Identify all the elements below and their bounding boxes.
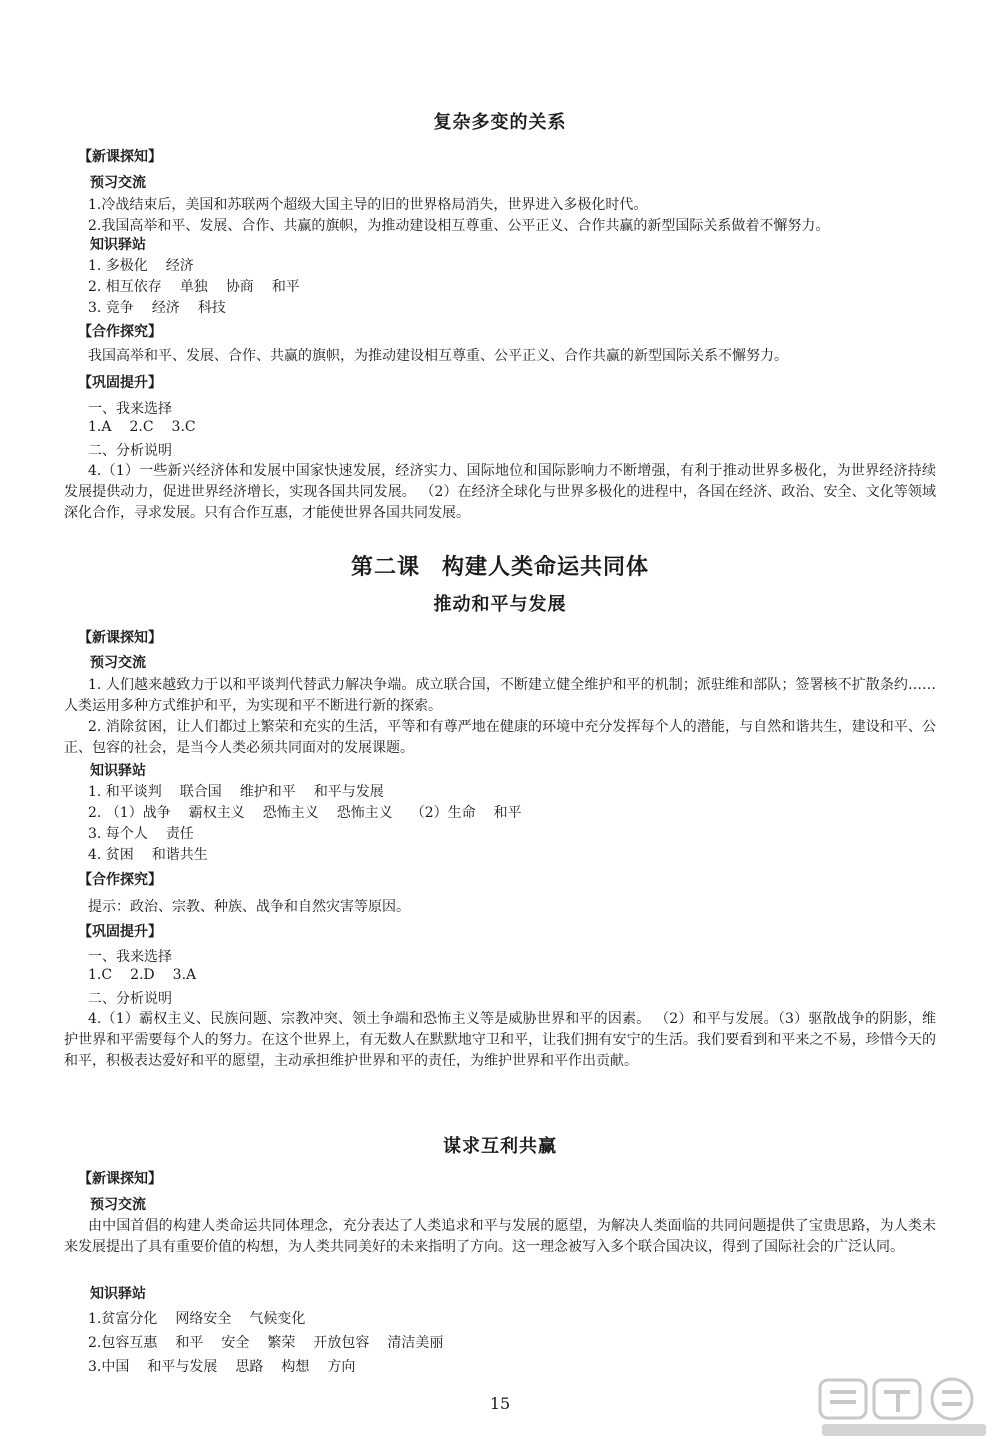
subheading-knowledge: 知识驿站 [90, 1286, 146, 1302]
knowledge-line-3: 3. 竞争 经济 科技 [88, 300, 226, 316]
watermark-logo [814, 1376, 992, 1440]
analysis-heading: 二、分析说明 [88, 991, 172, 1007]
heading-new-lesson: 【新课探知】 [78, 149, 162, 165]
knowledge-line-1: 1. 和平谈判 联合国 维护和平 和平与发展 [88, 784, 384, 800]
section-title-mutual-benefit: 谋求互利共赢 [443, 1136, 557, 1157]
heading-new-lesson: 【新课探知】 [78, 1171, 162, 1187]
choice-heading: 一、我来选择 [88, 401, 172, 417]
choice-answers: 1.C 2.D 3.A [88, 967, 197, 983]
heading-new-lesson: 【新课探知】 [78, 630, 162, 646]
subheading-knowledge: 知识驿站 [90, 237, 146, 253]
subheading-knowledge: 知识驿站 [90, 763, 146, 779]
knowledge-line-2: 2.包容互惠 和平 安全 繁荣 开放包容 清洁美丽 [88, 1335, 444, 1351]
knowledge-line-4: 4. 贫困 和谐共生 [88, 847, 208, 863]
page-number: 15 [489, 1394, 511, 1413]
preview-answer: 由中国首倡的构建人类命运共同体理念，充分表达了人类追求和平与发展的愿望，为解决人类面临的共同问题提供了宝贵思路，为人类未来发展提出了具有重要价值的构想，为人类共同美好的未来指明了方向。这一理念被写入多个联合国决议，得到了国际社会的广泛认同。 [64, 1218, 936, 1255]
section-title-peace-development: 推动和平与发展 [433, 594, 567, 615]
knowledge-line-3: 3.中国 和平与发展 思路 构想 方向 [88, 1359, 356, 1375]
heading-cooperation: 【合作探究】 [78, 872, 162, 888]
knowledge-line-3: 3. 每个人 责任 [88, 826, 194, 842]
lesson-title: 第二课 构建人类命运共同体 [350, 555, 650, 580]
heading-consolidate: 【巩固提升】 [78, 375, 162, 391]
knowledge-line-1: 1.贫富分化 网络安全 气候变化 [88, 1311, 306, 1327]
subheading-preview: 预习交流 [90, 1197, 146, 1213]
analysis-answer: 4.（1）霸权主义、民族问题、宗教冲突、领土争端和恐怖主义等是威胁世界和平的因素。 （2）和平与发展。（3）驱散战争的阴影，维护世界和平需要每个人的努力。在这个世界上，有无数人在默默地守卫和平，让我们拥有安宁的生活。我们要看到和平来之不易，珍惜今天的和平，积极表达爱好和平的愿望，主动承担维护世界和平的责任，为维护世界和平作出贡献。 [64, 1011, 936, 1069]
preview-answer-1: 1. 人们越来越致力于以和平谈判代替武力解决争端。成立联合国，不断建立健全维护和平的机制；派驻维和部队；签署核不扩散条约……人类运用多种方式维护和平，为实现和平不断进行新的探索。 [64, 677, 936, 714]
knowledge-line-2: 2. 相互依存 单独 协商 和平 [88, 279, 300, 295]
analysis-heading: 二、分析说明 [88, 443, 172, 459]
choice-heading: 一、我来选择 [88, 949, 172, 965]
knowledge-line-1: 1. 多极化 经济 [88, 258, 194, 274]
preview-answer-1: 1.冷战结束后，美国和苏联两个超级大国主导的旧的世界格局消失，世界进入多极化时代。 [88, 197, 648, 213]
heading-consolidate: 【巩固提升】 [78, 924, 162, 940]
preview-answer-2: 2. 消除贫困，让人们都过上繁荣和充实的生活，平等和有尊严地在健康的环境中充分发挥每个人的潜能，与自然和谐共生，建设和平、公正、包容的社会，是当今人类必须共同面对的发展课题。 [64, 719, 936, 756]
analysis-answer: 4.（1）一些新兴经济体和发展中国家快速发展，经济实力、国际地位和国际影响力不断增强，有利于推动世界多极化，为世界经济持续发展提供动力，促进世界经济增长，实现各国共同发展。 （2）在经济全球化与世界多极化的进程中，各国在经济、政治、安全、文化等领域深化合作，寻求发展。只有合作互惠，才能使世界各国共同发展。 [64, 463, 936, 521]
knowledge-line-2: 2. （1）战争 霸权主义 恐怖主义 恐怖主义 （2）生命 和平 [88, 805, 522, 821]
cooperation-answer: 我国高举和平、发展、合作、共赢的旗帜，为推动建设相互尊重、公平正义、合作共赢的新型国际关系不懈努力。 [88, 348, 788, 364]
subheading-preview: 预习交流 [90, 175, 146, 191]
heading-cooperation: 【合作探究】 [78, 324, 162, 340]
cooperation-answer: 提示：政治、宗教、种族、战争和自然灾害等原因。 [88, 899, 410, 915]
subheading-preview: 预习交流 [90, 655, 146, 671]
preview-answer-2: 2.我国高举和平、发展、合作、共赢的旗帜，为推动建设相互尊重、公平正义、合作共赢的新型国际关系做着不懈努力。 [88, 218, 830, 234]
section-title-complex-relations: 复杂多变的关系 [433, 112, 567, 133]
choice-answers: 1.A 2.C 3.C [88, 419, 196, 435]
